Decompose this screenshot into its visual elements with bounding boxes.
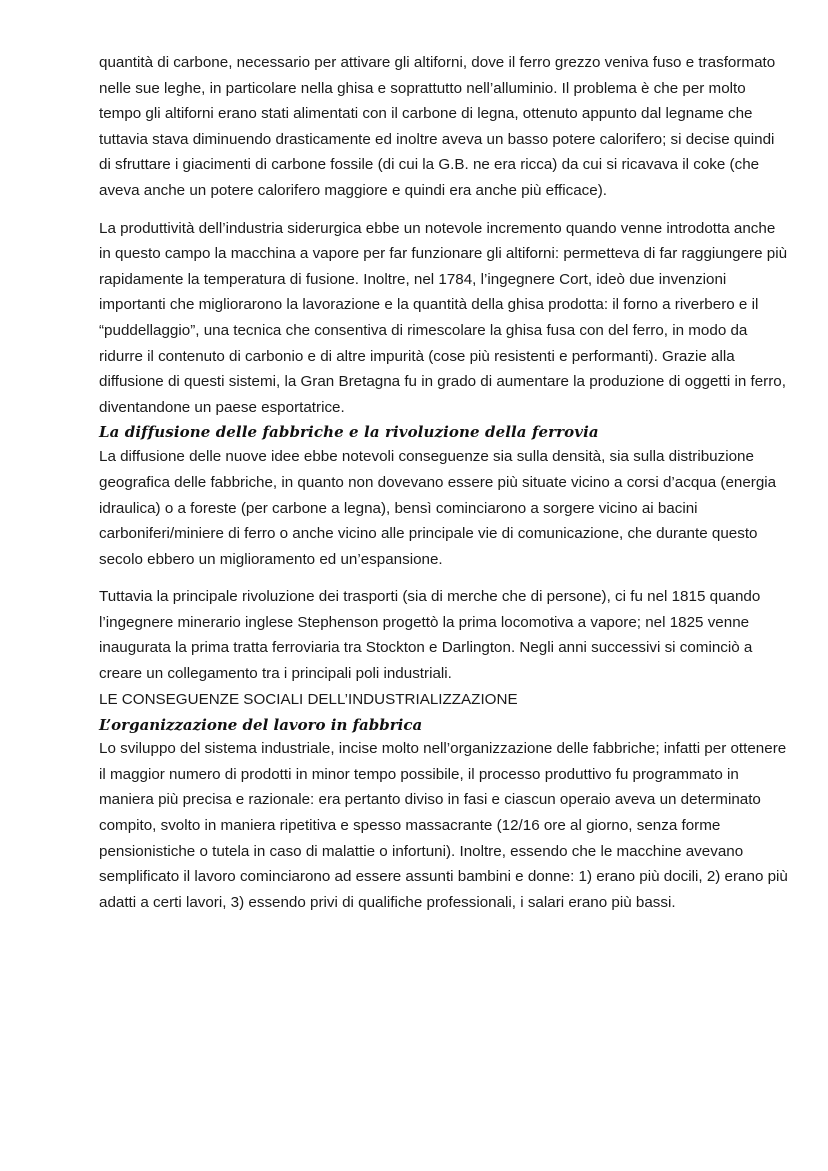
paragraph-factory-distribution: La diffusione delle nuove idee ebbe notevoli conseguenze sia sulla densità, sia sulla distribuzione geografica delle fabbriche, in quanto non dovevano essere più situate vicino a corsi d’acqua (energia idraulica) o a foreste (per carbone a legna), bensì cominciarono a sorgere vicino ai bacini carboniferi/miniere di ferro o anche vicino alle principale vie di comunicazione, che durante questo secolo ebbero un miglioramento ed un’espansione. <box>99 448 777 568</box>
paragraph-factory-work: Lo sviluppo del sistema industriale, incise molto nell’organizzazione delle fabbriche; infatti per ottenere il maggior numero di prodotti in minor tempo possibile, il processo produttivo fu programmato in maniera più precisa e razionale: era pertanto diviso in fasi e ciascun operaio aveva un determinato compito, svolto in maniera ripetitiva e spesso massacrante (12/16 ore al giorno, senza forme pensionistiche o tutela in caso di malattie o infortuni). Inoltre, essendo che le macchine avevano semplificato il lavoro cominciarono ad essere assunti bambini e donne: 1) erano più docili, 2) erano più adatti a certi lavori, 3) essendo privi di qualifiche professionali, i salari erano più bassi. <box>99 740 788 911</box>
document-page <box>99 50 789 915</box>
paragraph-coal-blast-furnaces: quantità di carbone, necessario per attivare gli altiforni, dove il ferro grezzo veniva fuso e trasformato nelle sue leghe, in particolare nella ghisa e soprattutto nell’alluminio. Il problema è che per molto tempo gli altiforni erano stati alimentati con il carbone di legna, ottenuto appunto dal legname che tuttavia stava diminuendo drasticamente ed inoltre aveva un basso potere calorifero; si decise quindi di sfruttare i giacimenti di carbone fossile (di cui la G.B. ne era ricca) da cui si ricavava il coke (che aveva anche un potere calorifero maggiore e quindi era anche più efficace). <box>99 54 776 199</box>
subheading-work-organization: L’organizzazione del lavoro in fabbrica <box>99 716 423 735</box>
section-heading-factories-railway: La diffusione delle fabbriche e la rivoluzione della ferrovia <box>99 423 599 442</box>
section-heading-social-consequences: LE CONSEGUENZE SOCIALI DELL’INDUSTRIALIZZAZIONE <box>99 690 518 708</box>
paragraph-steel-industry: La produttività dell’industria siderurgica ebbe un notevole incremento quando venne introdotta anche in questo campo la macchina a vapore per far funzionare gli altiforni: permetteva di far raggiungere più rapidamente la temperatura di fusione. Inoltre, nel 1784, l’ingegnere Cort, ideò due invenzioni importanti che migliorarono la lavorazione e la quantità della ghisa prodotta: il forno a riverbero e il “puddellaggio”, una tecnica che consentiva di rimescolare la ghisa fusa con del ferro, in modo da ridurre il contenuto di carbonio e di altre impurità (cose più resistenti e performanti). Grazie alla diffusione di questi sistemi, la Gran Bretagna fu in grado di aumentare la produzione di oggetti in ferro, diventandone un paese esportatrice. <box>99 219 788 416</box>
paragraph-railway-revolution: Tuttavia la principale rivoluzione dei trasporti (sia di merche che di persone), ci fu nel 1815 quando l’ingegnere minerario inglese Stephenson progettò la prima locomotiva a vapore; nel 1825 venne inaugurata la prima tratta ferroviaria tra Stockton e Darlington. Negli anni successivi si cominciò a creare un collegamento tra i principali poli industriali. <box>99 588 761 683</box>
